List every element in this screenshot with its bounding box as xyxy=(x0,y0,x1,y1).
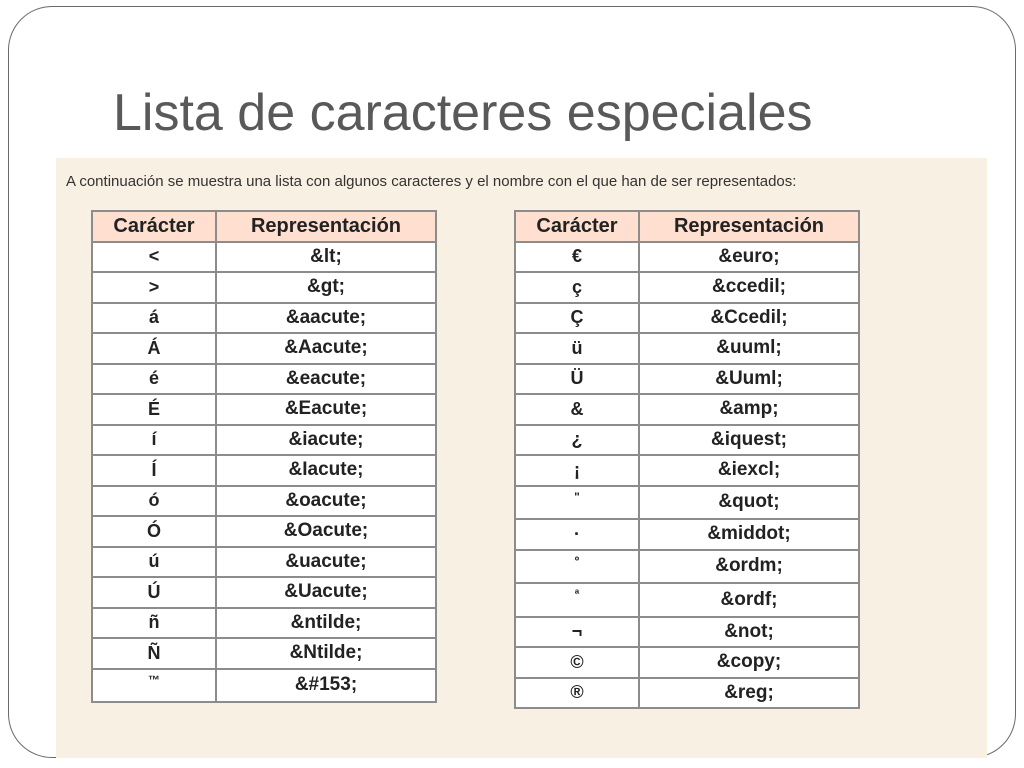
char-cell: € xyxy=(515,242,639,273)
header-character: Carácter xyxy=(92,211,216,242)
rep-cell: &Uuml; xyxy=(639,364,859,395)
table-row xyxy=(92,364,436,395)
table-row xyxy=(92,486,436,517)
table-row xyxy=(515,647,859,678)
table-row xyxy=(515,550,859,584)
char-cell: ¬ xyxy=(515,617,639,648)
rep-cell: &uacute; xyxy=(216,547,436,578)
header-character: Carácter xyxy=(515,211,639,242)
rep-cell: &uuml; xyxy=(639,333,859,364)
char-cell: é xyxy=(92,364,216,395)
header-representation: Representación xyxy=(639,211,859,242)
rep-cell: &amp; xyxy=(639,394,859,425)
char-cell: ª xyxy=(515,583,639,617)
table-row xyxy=(92,333,436,364)
table-row xyxy=(92,242,436,273)
char-cell: ü xyxy=(515,333,639,364)
table-row xyxy=(515,519,859,550)
table-row xyxy=(92,425,436,456)
table-row xyxy=(515,333,859,364)
table-row xyxy=(515,303,859,334)
char-cell: ® xyxy=(515,678,639,709)
slide-title: Lista de caracteres especiales xyxy=(113,84,813,142)
table-row xyxy=(92,577,436,608)
characters-table-right xyxy=(514,210,860,709)
char-cell: Ñ xyxy=(92,638,216,669)
table-row xyxy=(515,583,859,617)
char-cell: Ç xyxy=(515,303,639,334)
header-representation: Representación xyxy=(216,211,436,242)
table-row xyxy=(92,547,436,578)
rep-cell: &iexcl; xyxy=(639,455,859,486)
rep-cell: &copy; xyxy=(639,647,859,678)
char-cell: © xyxy=(515,647,639,678)
table-row xyxy=(92,303,436,334)
table-row xyxy=(92,638,436,669)
rep-cell: &iquest; xyxy=(639,425,859,456)
rep-cell: &ordf; xyxy=(639,583,859,617)
char-cell: Ó xyxy=(92,516,216,547)
rep-cell: &Oacute; xyxy=(216,516,436,547)
table-row xyxy=(92,669,436,703)
rep-cell: &reg; xyxy=(639,678,859,709)
rep-cell: &Uacute; xyxy=(216,577,436,608)
char-cell: ú xyxy=(92,547,216,578)
table-header-row xyxy=(515,211,859,242)
table-row xyxy=(515,394,859,425)
char-cell: Í xyxy=(92,455,216,486)
table-row xyxy=(92,608,436,639)
rep-cell: &Eacute; xyxy=(216,394,436,425)
char-cell: > xyxy=(92,272,216,303)
char-cell: É xyxy=(92,394,216,425)
rep-cell: &gt; xyxy=(216,272,436,303)
char-cell: ™ xyxy=(92,669,216,703)
char-cell: " xyxy=(515,486,639,520)
char-cell: ñ xyxy=(92,608,216,639)
char-cell: í xyxy=(92,425,216,456)
char-cell: ¿ xyxy=(515,425,639,456)
rep-cell: &Ntilde; xyxy=(216,638,436,669)
table-row xyxy=(92,394,436,425)
char-cell: ¡ xyxy=(515,455,639,486)
rep-cell: &ntilde; xyxy=(216,608,436,639)
table-row xyxy=(92,455,436,486)
rep-cell: &#153; xyxy=(216,669,436,703)
char-cell: · xyxy=(515,519,639,550)
char-cell: á xyxy=(92,303,216,334)
char-cell: < xyxy=(92,242,216,273)
table-row xyxy=(515,272,859,303)
rep-cell: &middot; xyxy=(639,519,859,550)
characters-table-left xyxy=(91,210,437,703)
table-header-row xyxy=(92,211,436,242)
rep-cell: &iacute; xyxy=(216,425,436,456)
rep-cell: &lt; xyxy=(216,242,436,273)
table-row xyxy=(515,455,859,486)
intro-text: A continuación se muestra una lista con algunos caracteres y el nombre con el que han de ser representados: xyxy=(66,173,797,190)
char-cell: ó xyxy=(92,486,216,517)
table-row xyxy=(515,486,859,520)
char-cell: Ü xyxy=(515,364,639,395)
char-cell: Á xyxy=(92,333,216,364)
table-row xyxy=(92,516,436,547)
table-row xyxy=(515,678,859,709)
table-row xyxy=(515,364,859,395)
char-cell: & xyxy=(515,394,639,425)
rep-cell: &not; xyxy=(639,617,859,648)
table-row xyxy=(515,242,859,273)
char-cell: º xyxy=(515,550,639,584)
rep-cell: &Aacute; xyxy=(216,333,436,364)
rep-cell: &quot; xyxy=(639,486,859,520)
char-cell: ç xyxy=(515,272,639,303)
rep-cell: &aacute; xyxy=(216,303,436,334)
content-panel xyxy=(56,158,987,758)
char-cell: Ú xyxy=(92,577,216,608)
table-row xyxy=(92,272,436,303)
rep-cell: &euro; xyxy=(639,242,859,273)
rep-cell: &eacute; xyxy=(216,364,436,395)
table-row xyxy=(515,425,859,456)
table-row xyxy=(515,617,859,648)
rep-cell: &oacute; xyxy=(216,486,436,517)
rep-cell: &Iacute; xyxy=(216,455,436,486)
rep-cell: &Ccedil; xyxy=(639,303,859,334)
rep-cell: &ccedil; xyxy=(639,272,859,303)
rep-cell: &ordm; xyxy=(639,550,859,584)
